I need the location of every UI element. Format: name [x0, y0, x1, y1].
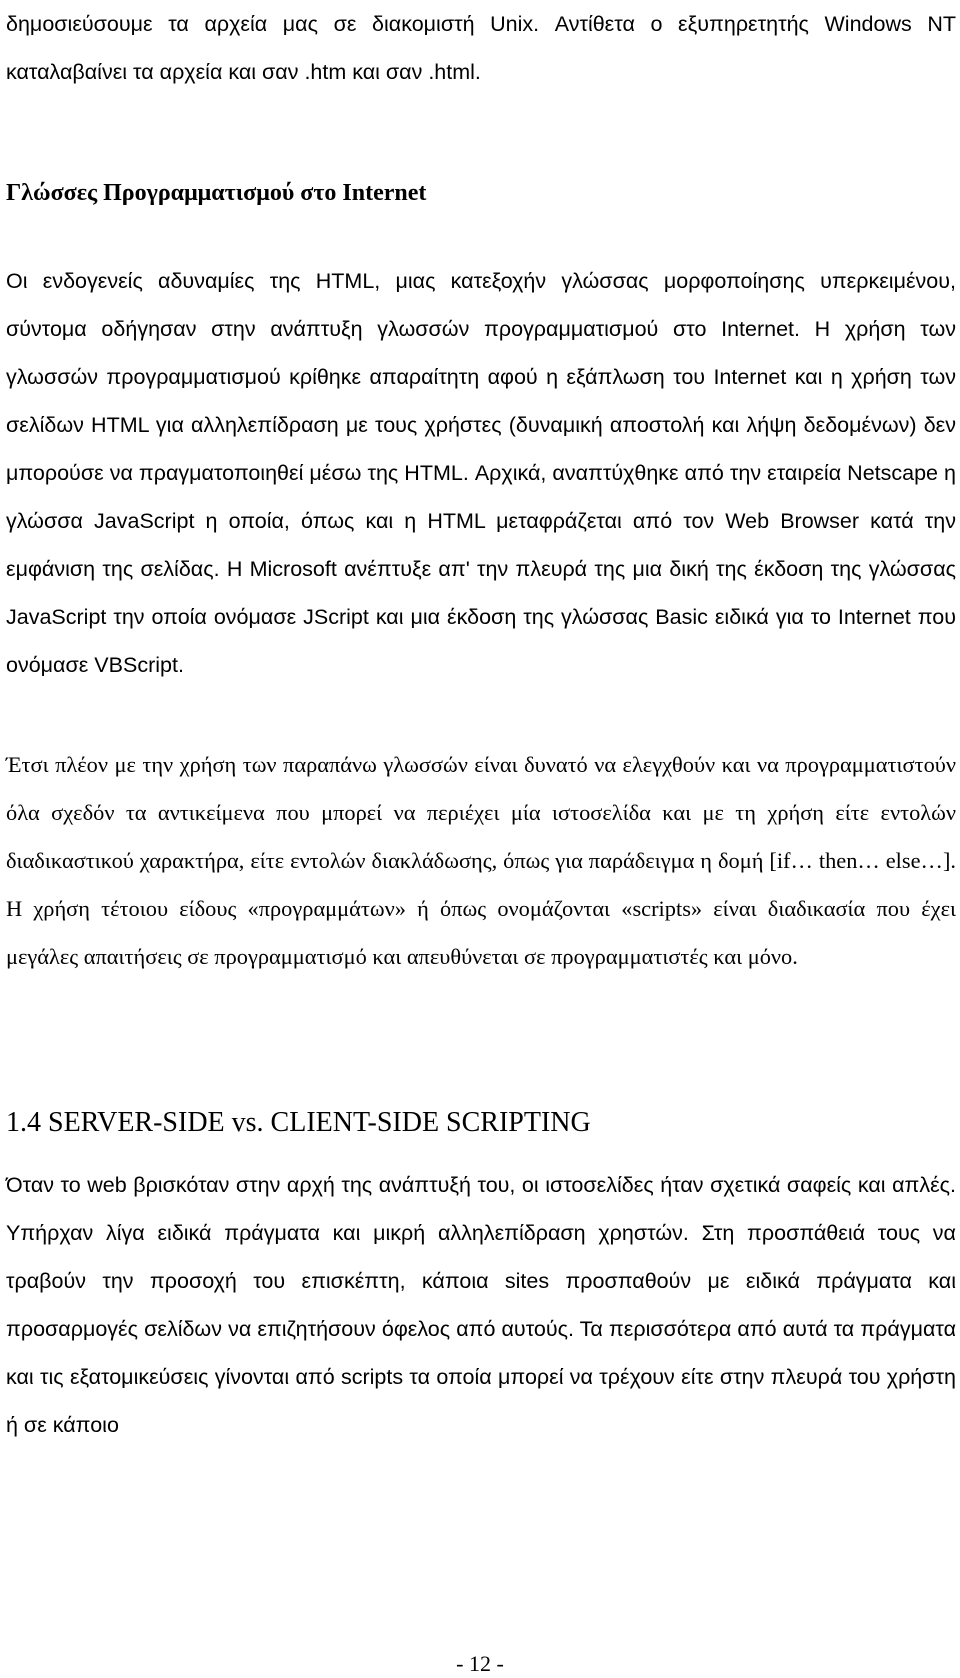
- paragraph-scripts: Έτσι πλέον με την χρήση των παραπάνω γλωσσών είναι δυνατό να ελεγχθούν και να προγραμματιστούν όλα σχεδόν τα αντικείμενα που μπορεί να περιέχει μία ιστοσελίδα και με τη χρήση είτε εντολών διαδικαστικού χαρακτήρα, είτε εντολών διακλάδωσης, όπως για παράδειγμα η δομή [if… then… else…]. Η χρήση τέτοιου είδους «προγραμμάτων» ή όπως ονομάζονται «scripts» είναι διαδικασία που έχει μεγάλες απαιτήσεις σε προγραμματισμό και απευθύνεται σε προγραμματιστές και μόνο.: [6, 752, 956, 969]
- intro-paragraph: δημοσιεύσουμε τα αρχεία μας σε διακομιστή Unix. Αντίθετα ο εξυπηρετητής Windows NT καταλαβαίνει τα αρχεία και σαν .htm και σαν .html.: [6, 12, 956, 84]
- paragraph-html-weakness: Οι ενδογενείς αδυναμίες της HTML, μιας κατεξοχήν γλώσσας μορφοποίησης υπερκειμένου, σύντομα οδήγησαν στην ανάπτυξη γλωσσών προγραμματισμού στο Internet. Η χρήση των γλωσσών προγραμματισμού κρίθηκε απαραίτητη αφού η εξάπλωση του Internet και η χρήση των σελίδων HTML για αλληλεπίδραση με τους χρήστες (δυναμική αποστολή και λήψη δεδομένων) δεν μπορούσε να πραγματοποιηθεί μέσω της HTML. Αρχικά, αναπτύχθηκε από την εταιρεία Netscape η γλώσσα JavaScript η οποία, όπως και η HTML μεταφράζεται από τον Web Browser κατά την εμφάνιση της σελίδας. Η Microsoft ανέπτυξε απ' την πλευρά της μια δική της έκδοση της γλώσσας JavaScript την οποία ονόμασε JScript και μια έκδοση της γλώσσας Basic ειδικά για το Internet που ονόμασε VBScript.: [6, 269, 956, 677]
- heading-programming-languages: Γλώσσες Προγραμματισμού στο Internet: [6, 180, 427, 206]
- section-heading-server-client-scripting: 1.4 SERVER-SIDE vs. CLIENT-SIDE SCRIPTING: [6, 1107, 591, 1138]
- page-number: - 12 -: [456, 1651, 504, 1676]
- paragraph-web-start: Όταν το web βρισκόταν στην αρχή της ανάπτυξή του, οι ιστοσελίδες ήταν σχετικά σαφείς και απλές. Υπήρχαν λίγα ειδικά πράγματα και μικρή αλληλεπίδραση χρηστών. Στη προσπάθειά τους να τραβούν την προσοχή του επισκέπτη, κάποια sites προσπαθούν με ειδικά πράγματα και προσαρμογές σελίδων να επιζητήσουν όφελος από αυτούς. Τα περισσότερα από αυτά τα πράγματα και τις εξατομικεύσεις γίνονται από scripts τα οποία μπορεί να τρέχουν είτε στην πλευρά του χρήστη ή σε κάποιο: [6, 1173, 956, 1437]
